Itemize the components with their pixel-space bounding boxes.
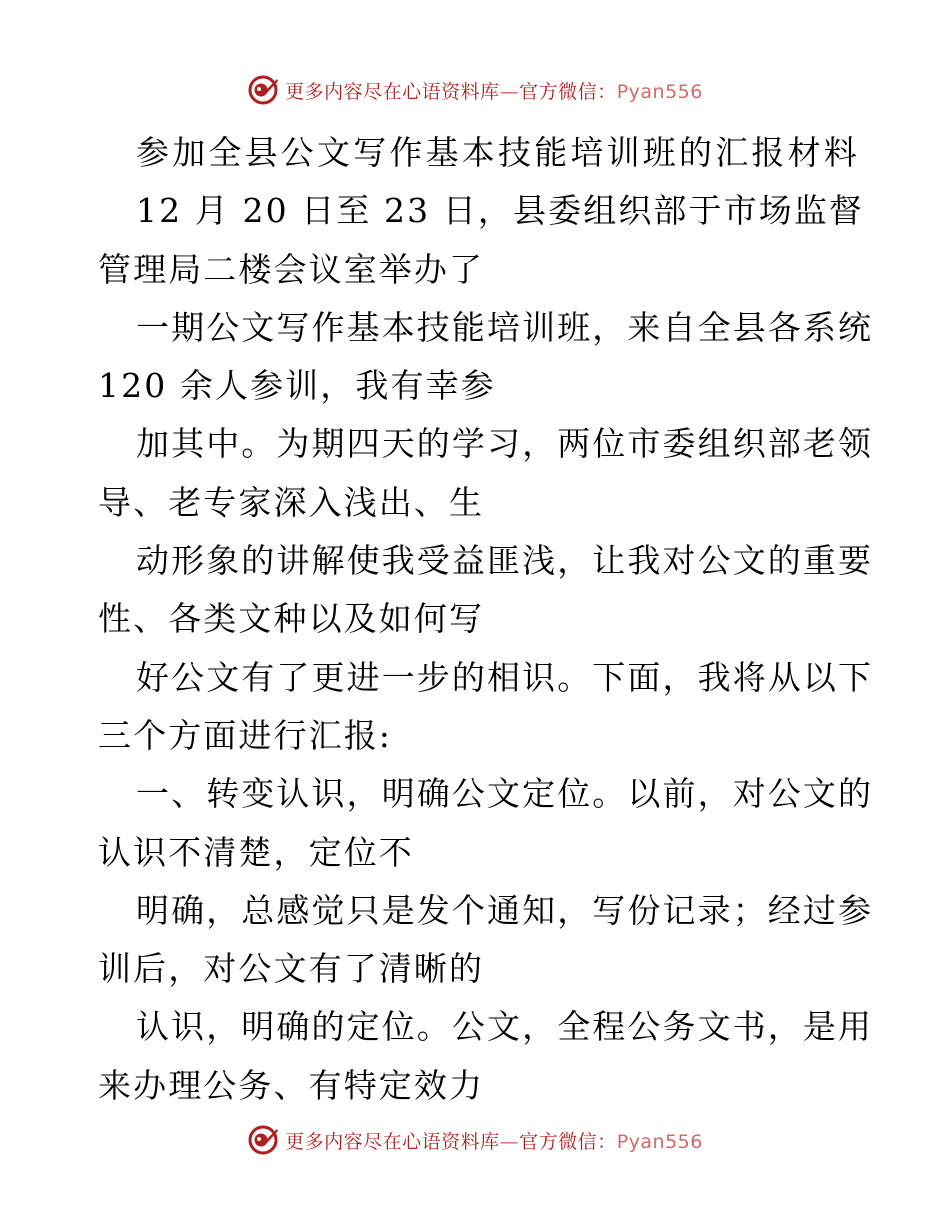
banner-dash: —: [499, 1130, 520, 1153]
banner-wechat-label: 官方微信：: [519, 1130, 617, 1153]
paragraph-line: 一、转变认识，明确公文定位。以前，对公文的: [136, 774, 874, 814]
banner-wechat-id: Pyan556: [616, 80, 703, 103]
banner-text: [285, 77, 703, 104]
paragraph-line: 加其中。为期四天的学习，两位市委组织部老领: [136, 424, 874, 464]
banner-dash: —: [499, 80, 520, 103]
paragraph-line: 认识不清楚，定位不: [98, 832, 414, 872]
header-banner: [0, 70, 950, 110]
document-title: 参加全县公文写作基本技能培训班的汇报材料: [136, 133, 860, 172]
paragraph-line: 12 月 20 日至 23 日，县委组织部于市场监督: [136, 191, 865, 231]
paragraph-line: 动形象的讲解使我受益匪浅，让我对公文的重要: [136, 541, 874, 581]
paragraph-line: 三个方面进行汇报:: [98, 715, 393, 755]
pen-circle-logo-icon: [247, 74, 279, 106]
paragraph-line: 来办理公务、有特定效力: [98, 1065, 485, 1105]
paragraph-line: 性、各类文种以及如何写: [98, 599, 485, 639]
paragraph-line: 认识，明确的定位。公文，全程公务文书，是用: [136, 1007, 874, 1047]
paragraph-line: 120 余人参训，我有幸参: [98, 366, 496, 406]
banner-wechat-id: Pyan556: [616, 1130, 703, 1153]
paragraph-line: 好公文有了更进一步的相识。下面，我将从以下: [136, 657, 874, 697]
banner-main: 更多内容尽在心语资料库: [285, 1130, 500, 1153]
banner-main: 更多内容尽在心语资料库: [285, 80, 500, 103]
document-body: [98, 124, 874, 1115]
paragraph-line: 管理局二楼会议室举办了: [98, 249, 485, 289]
banner-text: [285, 1127, 703, 1154]
paragraph-line: 明确，总感觉只是发个通知，写份记录；经过参: [136, 890, 874, 930]
pen-circle-logo-icon: [247, 1124, 279, 1156]
footer-banner: [0, 1120, 950, 1160]
paragraph-line: 训后，对公文有了清晰的: [98, 949, 485, 989]
paragraph-line: 一期公文写作基本技能培训班，来自全县各系统: [136, 307, 874, 347]
paragraph-line: 导、老专家深入浅出、生: [98, 482, 485, 522]
banner-wechat-label: 官方微信：: [519, 80, 617, 103]
